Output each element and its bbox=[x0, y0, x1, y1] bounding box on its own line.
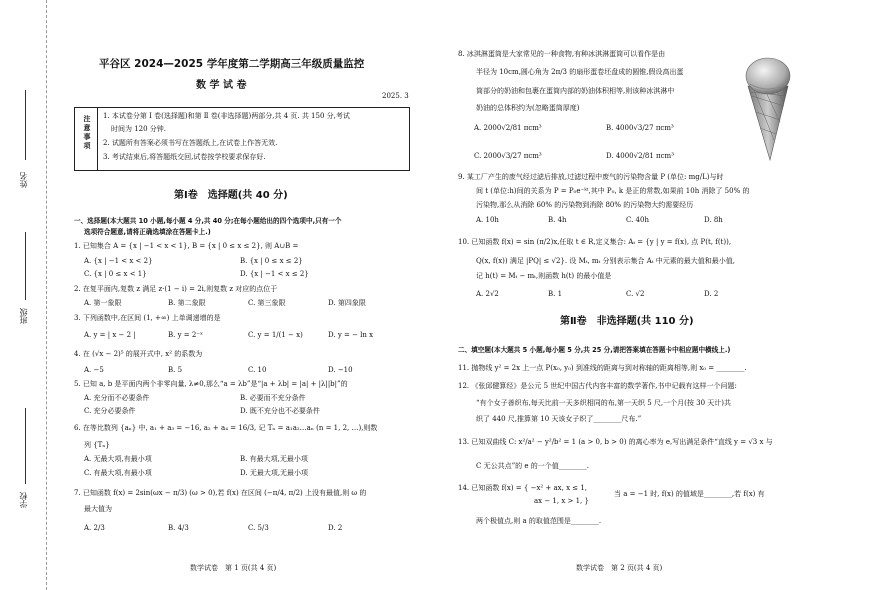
question-text: 4. 在 (√x − 2)⁵ 的展开式中, x² 的系数为 bbox=[74, 350, 203, 358]
question-text: 8. 冰淇淋蛋筒是大家常见的一种食物,有种冰淇淋蛋筒可以看作是由 bbox=[458, 50, 666, 58]
ice-cream-cone-illustration bbox=[740, 50, 796, 162]
exam-subtitle: 数 学 试 卷 bbox=[196, 80, 247, 91]
option: C. 40h bbox=[626, 216, 649, 224]
question-text: 记 h(t) = Mₜ − mₜ,则函数 h(t) 的最小值是 bbox=[476, 272, 612, 280]
option: D. 第四象限 bbox=[328, 299, 366, 307]
question-text: 最大值为 bbox=[84, 505, 112, 513]
part1-title: 第Ⅰ卷 选择题(共 40 分) bbox=[174, 190, 288, 201]
option: D. 4000√2/81 πcm³ bbox=[606, 152, 674, 160]
option: D. 无最大项,无最小项 bbox=[240, 469, 309, 477]
notice-item: 3. 考试结束后,将答题纸交回,试卷按学校要求保存好. bbox=[103, 153, 266, 161]
option: A. 10h bbox=[476, 216, 499, 224]
school-line bbox=[25, 408, 26, 484]
option: B. 4h bbox=[548, 216, 567, 224]
option: B. 第二象限 bbox=[168, 299, 206, 307]
option: B. 4000√3/27 πcm³ bbox=[606, 124, 674, 132]
option: B. 1 bbox=[548, 290, 563, 298]
option: A. 第一象限 bbox=[84, 299, 122, 307]
question-text: 两个极值点,则 a 的取值范围是________. bbox=[476, 517, 602, 525]
part2-instruction: 二、填空题(本大题共 5 小题,每小题 5 分,共 25 分,请把答案填在答题卡中相应题中横线上.) bbox=[458, 346, 731, 354]
question-text: 奶油的总体积约为(忽略蛋筒厚度) bbox=[476, 104, 580, 112]
notice-head: 注意事项 bbox=[75, 108, 98, 170]
option: B. y = 2⁻ˣ bbox=[168, 331, 203, 339]
name-line bbox=[25, 90, 26, 160]
option: C. 第三象限 bbox=[248, 299, 286, 307]
option: A. 充分而不必要条件 bbox=[84, 394, 150, 402]
page-footer-left: 数学试卷 第 1 页(共 4 页) bbox=[190, 564, 277, 572]
option: A. 2√2 bbox=[476, 290, 499, 298]
question-text: 筒部分的奶油和包裹在蛋筒内部的奶油体积相等,则该种冰淇淋中 bbox=[476, 87, 675, 95]
part1-instruction: 一、选择题(本大题共 10 小题,每小题 4 分,共 40 分;在每小题给出的四个选项中,只有一个 bbox=[74, 217, 342, 225]
class-line bbox=[25, 232, 26, 300]
option: D. {x | −1 < x ≤ 2} bbox=[240, 270, 309, 278]
option: C. {x | 0 ≤ x < 1} bbox=[84, 270, 147, 278]
question-text: 9. 某工厂产生的废气经过滤后排放,过滤过程中废气的污染物含量 P (单位: mg/L)与时 bbox=[458, 173, 724, 181]
question-text: 6. 在等比数列 {aₙ} 中, a₁ + a₃ = −16, a₂ + a₄ = 16/3, 记 Tₙ = a₁a₂…aₙ (n = 1, 2, …),则数 bbox=[74, 424, 378, 432]
option: C. 2000√3/27 πcm³ bbox=[474, 152, 542, 160]
option: B. {x | 0 ≤ x ≤ 2} bbox=[240, 257, 303, 265]
question-text: 13. 已知双曲线 C: x²/a² − y²/b² = 1 (a > 0, b > 0) 的离心率为 e,写出满足条件“直线 y = √3 x 与 bbox=[458, 438, 773, 446]
option: C. 充分必要条件 bbox=[84, 407, 136, 415]
question-text: 7. 已知函数 f(x) = 2sin(ωx − π/3) (ω > 0),若 f(x) 在区间 (−π/4, π/2) 上没有最值,则 ω 的 bbox=[74, 489, 367, 497]
class-label: 班级 bbox=[19, 308, 28, 324]
option: A. 2/3 bbox=[84, 524, 105, 532]
question-text: 污染物,那么从消除 60% 的污染物到消除 80% 的污染物大约需要经历 bbox=[476, 201, 694, 209]
part1-instruction: 选项符合题意,请将正确选填涂在答题卡上.) bbox=[84, 228, 211, 236]
question-text: 10. 已知函数 f(x) = sin (π/2)x,任取 t ∈ R,定义集合: Aₜ = {y | y = f(x), 点 P(t, f(t)), bbox=[458, 238, 732, 246]
option: C. y = 1/(1 − x) bbox=[248, 331, 303, 339]
question-text: “有个女子善织布,每天比前一天多织相同的布,第一天织 5 尺,一个月(按 30 天计)共 bbox=[476, 399, 731, 407]
option: B. 有最大项,无最小项 bbox=[240, 455, 308, 463]
option: D. 2 bbox=[328, 524, 343, 532]
option: B. 4/3 bbox=[168, 524, 189, 532]
option: D. 8h bbox=[704, 216, 723, 224]
option: C. 有最大项,有最小项 bbox=[84, 469, 152, 477]
question-text: 5. 已知 a, b 是平面内两个非零向量, λ≠0,那么“a = λb”是“|a + λb| = |a| + |λ||b|”的 bbox=[74, 380, 348, 388]
question-text: ax − 1, x > 1, } bbox=[534, 497, 589, 505]
option: D. 2 bbox=[704, 290, 719, 298]
school-label: 学校 bbox=[19, 492, 28, 508]
question-text: 当 a = −1 时, f(x) 的值域是________,若 f(x) 有 bbox=[614, 490, 765, 498]
option: A. {x | −1 < x < 2} bbox=[84, 257, 153, 265]
question-text: 2. 在复平面内,复数 z 满足 z·(1 − i) = 2i,则复数 z 对应的点位于 bbox=[74, 285, 278, 293]
option: D. 既不充分也不必要条件 bbox=[240, 407, 320, 415]
binding-strip bbox=[6, 0, 46, 590]
option: A. 无最大项,有最小项 bbox=[84, 455, 152, 463]
question-text: 织了 440 尺,推算第 10 天该女子织了________尺布.” bbox=[476, 415, 642, 423]
option: A. −5 bbox=[84, 366, 104, 374]
question-text: C 无公共点”的 e 的一个值________. bbox=[476, 462, 589, 470]
option: A. y = | x − 2 | bbox=[84, 331, 136, 339]
question-text: 1. 已知集合 A = {x | −1 < x < 1}, B = {x | 0 ≤ x ≤ 2}, 则 A∪B = bbox=[74, 242, 299, 250]
notice-item: 时间为 120 分钟. bbox=[111, 125, 167, 133]
question-text: 半径为 10cm,圆心角为 2π/3 的扇形蛋卷坯盘成的圆锥,假设高出蛋 bbox=[476, 68, 684, 76]
option: D. y = − ln x bbox=[328, 331, 374, 339]
question-text: 间 t (单位:h)间的关系为 P = P₀e⁻ᵏᵗ,其中 P₀, k 是正的常数,如果前 10h 消除了 50% 的 bbox=[476, 187, 750, 195]
option: C. 5/3 bbox=[248, 524, 269, 532]
question-text: 11. 抛物线 y² = 2x 上一点 P(x₀, y₀) 到准线的距离与到对称轴的距离相等,则 x₀ = ________. bbox=[458, 364, 747, 372]
cut-line bbox=[46, 0, 47, 590]
part2-title: 第Ⅱ卷 非选择题(共 110 分) bbox=[560, 316, 694, 327]
notice-box bbox=[74, 107, 410, 171]
notice-item: 2. 试题所有答案必须书写在答题纸上,在试卷上作答无效. bbox=[103, 139, 278, 147]
option: D. −10 bbox=[328, 366, 353, 374]
question-text: 列 {Tₙ} bbox=[84, 441, 110, 449]
question-text: 14. 已知函数 f(x) = { −x² + ax, x ≤ 1, bbox=[458, 484, 588, 492]
option: B. 5 bbox=[168, 366, 183, 374]
question-text: Q(x, f(x)) 满足 |PQ| ≤ √2}. 设 Mₜ, mₜ 分别表示集合 Aₜ 中元素的最大值和最小值, bbox=[476, 257, 735, 265]
option: C. 10 bbox=[248, 366, 267, 374]
name-label: 姓名 bbox=[19, 172, 28, 188]
option: A. 2000√2/81 πcm³ bbox=[474, 124, 542, 132]
question-text: 3. 下列函数中,在区间 (1, +∞) 上单调递增的是 bbox=[74, 314, 221, 322]
option: C. √2 bbox=[626, 290, 645, 298]
question-text: 12. 《张邱健算经》是公元 5 世纪中国古代内容丰富的数学著作,书中记载有这样一个问题: bbox=[458, 382, 737, 390]
page-footer-right: 数学试卷 第 2 页(共 4 页) bbox=[576, 564, 663, 572]
notice-item: 1. 本试卷分第 Ⅰ 卷(选择题)和第 Ⅱ 卷(非选择题)两部分,共 4 页. 共 150 分,考试 bbox=[103, 112, 350, 120]
option: B. 必要而不充分条件 bbox=[240, 394, 306, 402]
exam-date: 2025. 3 bbox=[382, 92, 409, 100]
exam-title: 平谷区 2024—2025 学年度第二学期高三年级质量监控 bbox=[99, 58, 365, 70]
